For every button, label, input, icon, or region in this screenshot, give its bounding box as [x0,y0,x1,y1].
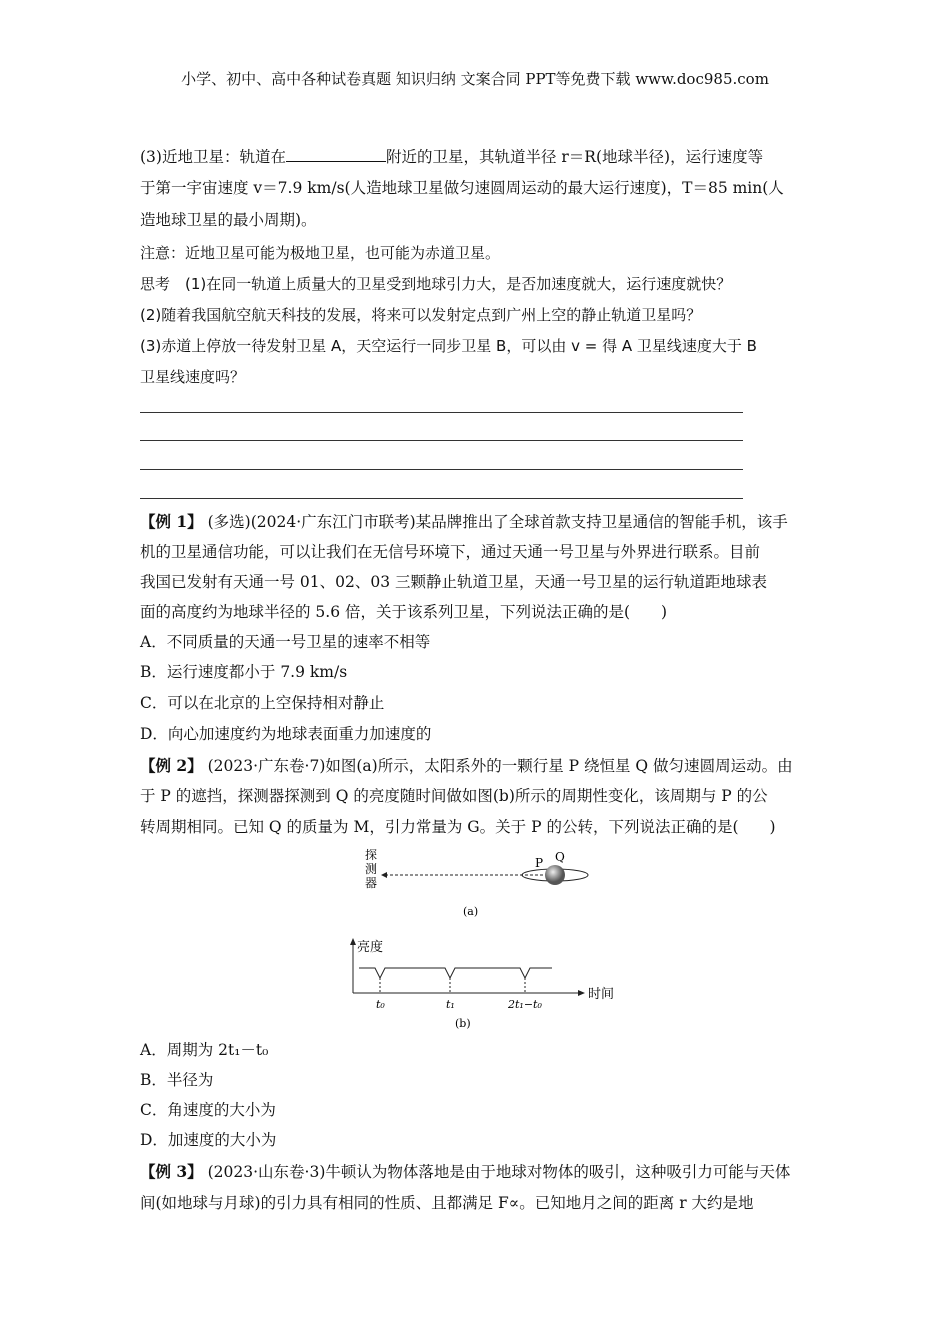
arrow-head-icon [381,872,387,878]
think-q1: 思考 (1)在同一轨道上质量大的卫星受到地球引力大，是否加速度就大，运行速度就快？ [140,275,732,293]
detector-label-3: 器 [365,876,378,890]
caption-a: (a) [463,905,479,918]
text: (2023·山东卷·3)牛顿认为物体落地是由于地球对物体的吸引，这种吸引力可能与天体 [207,1163,791,1181]
tick-label-2t1-t0: 2t₁−t₀ [508,998,542,1011]
option-a: A．周期为 2t₁－t₀ [140,1041,269,1059]
example2-line1 [140,756,793,776]
text: (3)近地卫星：轨道在 [140,148,286,166]
example2-line3: 转周期相同。已知 Q 的质量为 M，引力常量为 G。关于 P 的公转，下列说法正确的是( ) [140,818,776,836]
label-q: Q [555,850,565,864]
note: 注意：近地卫星可能为极地卫星，也可能为赤道卫星。 [140,244,501,262]
example1-line3: 我国已发射有天通一号 01、02、03 三颗静止轨道卫星，天通一号卫星的运行轨道距地球表 [140,573,768,591]
x-axis-arrow-icon [578,990,585,996]
option-c: C．可以在北京的上空保持相对静止 [140,694,385,712]
y-axis-label: 亮度 [357,940,384,955]
caption-b: (b) [455,1017,471,1030]
detector-label-1: 探 [365,848,378,862]
answer-line [140,498,743,499]
think-q3-cont: 卫星线速度吗？ [140,368,246,386]
example-tag: 【例 1】 [140,512,203,531]
detector-label-2: 测 [365,862,378,876]
example1-line4: 面的高度约为地球半径的 5.6 倍，关于该系列卫星，下列说法正确的是( ) [140,603,668,621]
y-axis-arrow-icon [350,938,356,945]
fill-blank [286,147,386,162]
option-d: D．向心加速度约为地球表面重力加速度的 [140,725,432,743]
example1-line2: 机的卫星通信功能，可以让我们在无信号环境下，通过天通一号卫星与外界进行联系。目前 [140,543,761,561]
think-q3: (3)赤道上停放一待发射卫星 A，天空运行一同步卫星 B，可以由 v = 得 A 卫星线速度大于 B [140,337,757,355]
tick-label-t1: t₁ [446,998,455,1011]
example3-line2: 间(如地球与月球)的引力具有相同的性质、且都满足 F∝。已知地月之间的距离 r 大约是地 [140,1194,754,1212]
option-d: D．加速度的大小为 [140,1131,277,1149]
example-tag: 【例 3】 [140,1162,203,1181]
section3-line3: 造地球卫星的最小周期)。 [140,211,317,229]
section3-line1 [140,147,763,167]
answer-line [140,412,743,413]
text: 附近的卫星，其轨道半径 r＝R(地球半径)，运行速度等 [385,148,764,166]
brightness-curve [359,968,552,978]
answer-line [140,440,743,441]
option-c: C．角速度的大小为 [140,1101,276,1119]
star-q [545,865,565,885]
text: (2023·广东卷·7)如图(a)所示，太阳系外的一颗行星 P 绕恒星 Q 做匀速圆周运动。由 [207,757,793,775]
example2-line2: 于 P 的遮挡，探测器探测到 Q 的亮度随时间做如图(b)所示的周期性变化，该周期与 P 的公 [140,787,768,805]
label-p: P [535,856,544,870]
tick-label-t0: t₀ [376,998,385,1011]
answer-line [140,469,743,470]
think-q2: (2)随着我国航空航天科技的发展，将来可以发射定点到广州上空的静止轨道卫星吗？ [140,306,702,324]
section3-line2: 于第一宇宙速度 v＝7.9 km/s(人造地球卫星做匀速圆周运动的最大运行速度)，T＝85 min(人 [140,179,784,197]
example2-figure [345,845,615,1035]
example3-line1 [140,1162,790,1182]
option-b: B．半径为 [140,1071,214,1089]
page-header: 小学、初中、高中各种试卷真题 知识归纳 文案合同 PPT等免费下载 www.doc985.com [181,70,769,88]
option-a: A．不同质量的天通一号卫星的速率不相等 [140,633,431,651]
text: (多选)(2024·广东江门市联考)某品牌推出了全球首款支持卫星通信的智能手机，该手 [207,513,788,531]
x-axis-label: 时间 [588,987,615,1002]
option-b: B．运行速度都小于 7.9 km/s [140,663,348,681]
example1-line1 [140,512,788,532]
example-tag: 【例 2】 [140,756,203,775]
